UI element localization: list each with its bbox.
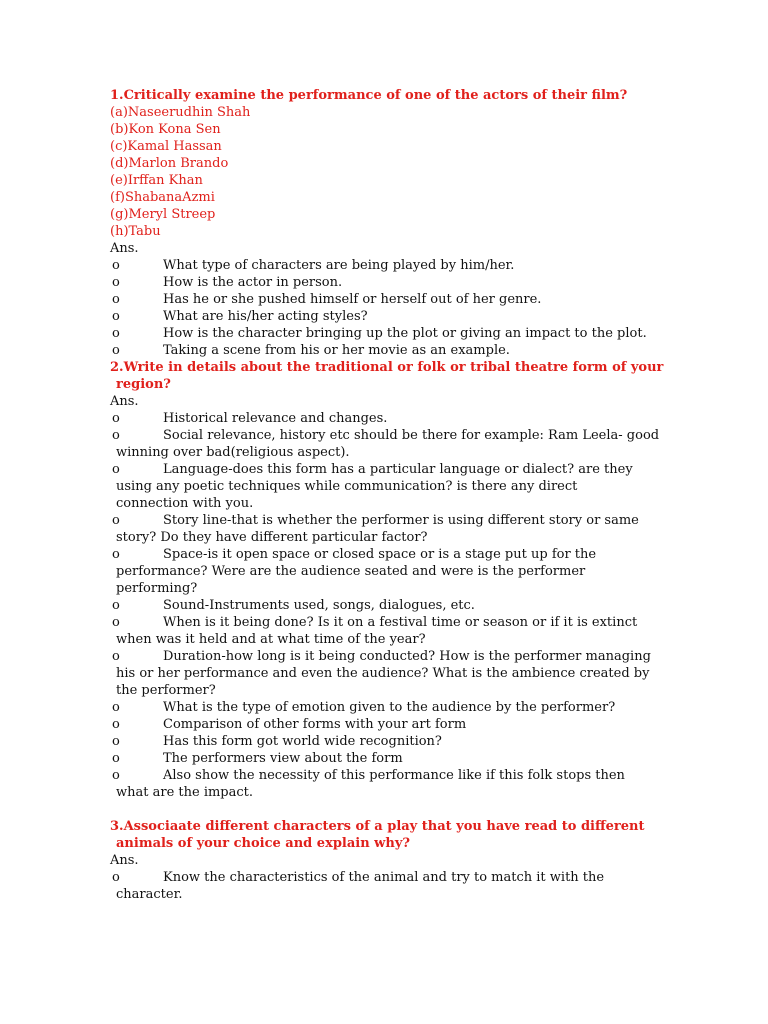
question-1 bbox=[110, 87, 670, 359]
bullet-marker: o bbox=[112, 428, 120, 443]
bullet-marker: o bbox=[112, 870, 120, 885]
section-spacer bbox=[110, 801, 670, 818]
bullet-text-line: Social relevance, history etc should be there for example: Ram Leela- good bbox=[163, 428, 660, 443]
bullet-item bbox=[110, 461, 670, 512]
bullet-item bbox=[110, 512, 670, 546]
bullet-marker: o bbox=[112, 411, 120, 426]
bullet-item bbox=[110, 308, 670, 325]
bullet-text-line: Has this form got world wide recognition? bbox=[163, 734, 442, 749]
bullet-text-line: what are the impact. bbox=[116, 785, 254, 800]
question-2 bbox=[110, 359, 670, 801]
option-f: (f)ShabanaAzmi bbox=[110, 190, 215, 205]
bullet-marker: o bbox=[112, 547, 120, 562]
bullet-item bbox=[110, 291, 670, 308]
bullet-text-line: The performers view about the form bbox=[163, 751, 403, 766]
bullet-text-line: Taking a scene from his or her movie as an example. bbox=[163, 343, 510, 358]
bullet-marker: o bbox=[112, 309, 120, 324]
bullet-item bbox=[110, 716, 670, 733]
document-content bbox=[110, 87, 670, 903]
question-2-title bbox=[110, 359, 670, 393]
bullet-marker: o bbox=[112, 751, 120, 766]
bullet-marker: o bbox=[112, 649, 120, 664]
answer-label: Ans. bbox=[110, 853, 139, 868]
question-2-title-line: region? bbox=[116, 377, 171, 392]
bullet-text-line: Has he or she pushed himself or herself out of her genre. bbox=[163, 292, 542, 307]
bullet-marker: o bbox=[112, 462, 120, 477]
bullet-text-line: What type of characters are being played by him/her. bbox=[163, 258, 515, 273]
bullet-item bbox=[110, 648, 670, 699]
bullet-text-line: Also show the necessity of this performance like if this folk stops then bbox=[163, 768, 625, 783]
option-a: (a)Naseerudhin Shah bbox=[110, 105, 251, 120]
bullet-marker: o bbox=[112, 326, 120, 341]
bullet-marker: o bbox=[112, 768, 120, 783]
bullet-marker: o bbox=[112, 717, 120, 732]
bullet-text-line: Historical relevance and changes. bbox=[163, 411, 388, 426]
bullet-marker: o bbox=[112, 292, 120, 307]
bullet-text-line: What is the type of emotion given to the audience by the performer? bbox=[163, 700, 616, 715]
bullet-item bbox=[110, 597, 670, 614]
bullet-item bbox=[110, 325, 670, 342]
option-e: (e)Irffan Khan bbox=[110, 173, 203, 188]
option-h: (h)Tabu bbox=[110, 224, 161, 239]
bullet-text-line: winning over bad(religious aspect). bbox=[116, 445, 350, 460]
bullet-item bbox=[110, 699, 670, 716]
bullet-text-line: Sound-Instruments used, songs, dialogues, etc. bbox=[163, 598, 475, 613]
bullet-text-line: the performer? bbox=[116, 683, 216, 698]
bullet-text-line: connection with you. bbox=[116, 496, 254, 511]
option-b: (b)Kon Kona Sen bbox=[110, 122, 221, 137]
bullet-text-line: when was it held and at what time of the year? bbox=[116, 632, 426, 647]
bullet-marker: o bbox=[112, 258, 120, 273]
bullet-marker: o bbox=[112, 734, 120, 749]
bullet-item bbox=[110, 410, 670, 427]
question-1-options bbox=[110, 104, 670, 240]
bullet-text-line: When is it being done? Is it on a festival time or season or if it is extinct bbox=[163, 615, 638, 630]
bullet-marker: o bbox=[112, 615, 120, 630]
bullet-item bbox=[110, 767, 670, 801]
bullet-text-line: using any poetic techniques while communication? is there any direct bbox=[116, 479, 578, 494]
bullet-item bbox=[110, 750, 670, 767]
bullet-item bbox=[110, 274, 670, 291]
question-3-title-line: 3.Associaate different characters of a play that you have read to different bbox=[110, 819, 645, 834]
option-g: (g)Meryl Streep bbox=[110, 207, 216, 222]
bullet-marker: o bbox=[112, 700, 120, 715]
bullet-text-line: How is the actor in person. bbox=[163, 275, 343, 290]
question-3-title-line: animals of your choice and explain why? bbox=[116, 836, 410, 851]
bullet-text-line: Language-does this form has a particular language or dialect? are they bbox=[163, 462, 633, 477]
bullet-marker: o bbox=[112, 513, 120, 528]
bullet-text-line: story? Do they have different particular factor? bbox=[116, 530, 428, 545]
question-3-title bbox=[110, 818, 670, 852]
bullet-text-line: character. bbox=[116, 887, 183, 902]
bullet-item bbox=[110, 869, 670, 903]
answer-label: Ans. bbox=[110, 241, 139, 256]
bullet-text-line: performing? bbox=[116, 581, 198, 596]
bullet-marker: o bbox=[112, 598, 120, 613]
bullet-text-line: Know the characteristics of the animal and try to match it with the bbox=[163, 870, 605, 885]
bullet-item bbox=[110, 427, 670, 461]
bullet-item bbox=[110, 342, 670, 359]
bullet-text-line: Comparison of other forms with your art form bbox=[163, 717, 467, 732]
question-2-title-line: 2.Write in details about the traditional or folk or tribal theatre form of your bbox=[110, 360, 664, 375]
bullet-item bbox=[110, 614, 670, 648]
option-c: (c)Kamal Hassan bbox=[110, 139, 222, 154]
bullet-item bbox=[110, 257, 670, 274]
option-d: (d)Marlon Brando bbox=[110, 156, 229, 171]
bullet-item bbox=[110, 546, 670, 597]
bullet-item bbox=[110, 733, 670, 750]
question-3 bbox=[110, 818, 670, 903]
bullet-text-line: Space-is it open space or closed space or is a stage put up for the bbox=[163, 547, 597, 562]
bullet-text-line: his or her performance and even the audience? What is the ambience created by bbox=[116, 666, 650, 681]
question-1-title: 1.Critically examine the performance of one of the actors of their film? bbox=[110, 88, 628, 103]
question-2-answer-points bbox=[110, 410, 670, 801]
bullet-text-line: How is the character bringing up the plot or giving an impact to the plot. bbox=[163, 326, 647, 341]
answer-label: Ans. bbox=[110, 394, 139, 409]
bullet-text-line: performance? Were are the audience seated and were is the performer bbox=[116, 564, 586, 579]
bullet-marker: o bbox=[112, 343, 120, 358]
bullet-text-line: Duration-how long is it being conducted? How is the performer managing bbox=[163, 649, 651, 664]
question-3-answer-points bbox=[110, 869, 670, 903]
bullet-text-line: Story line-that is whether the performer is using different story or same bbox=[163, 513, 639, 528]
bullet-text-line: What are his/her acting styles? bbox=[163, 309, 368, 324]
bullet-marker: o bbox=[112, 275, 120, 290]
question-1-answer-points bbox=[110, 257, 670, 359]
